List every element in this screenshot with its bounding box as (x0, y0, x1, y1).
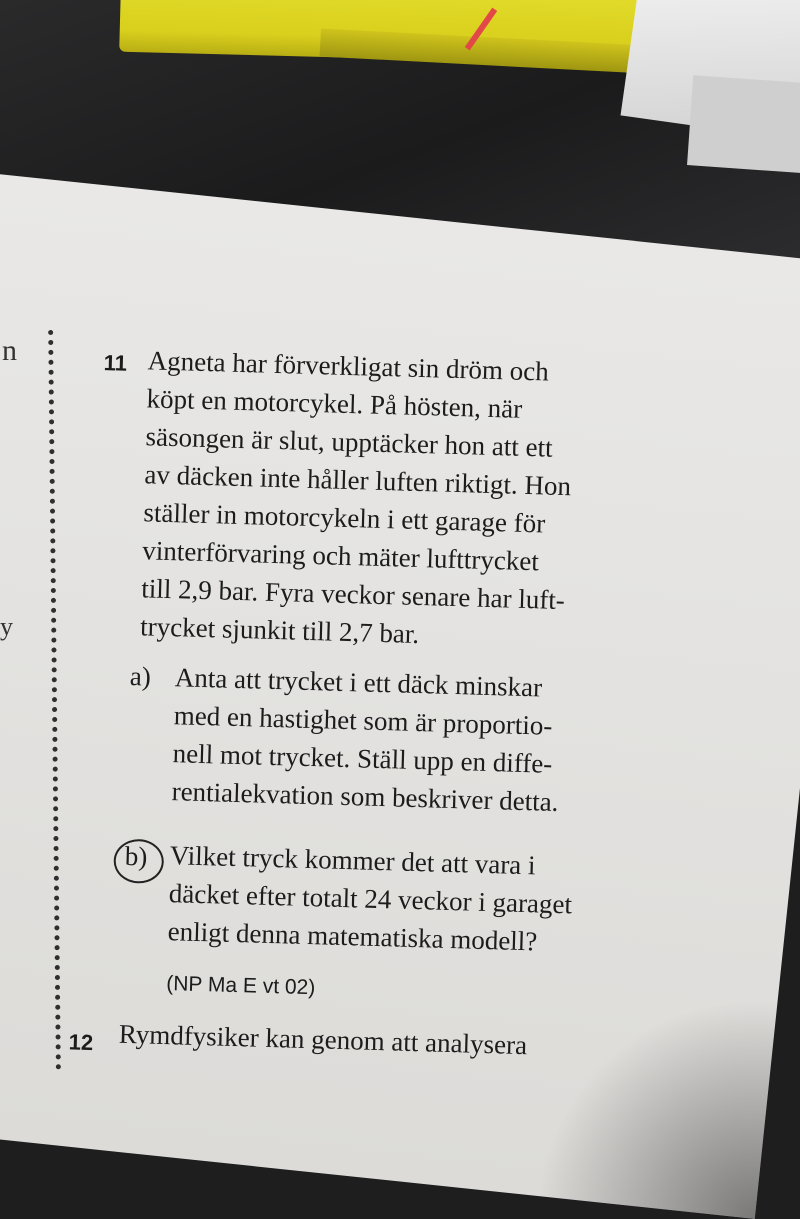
problem-11-line-7: till 2,9 bar. Fyra veckor senare har luft- (140, 573, 566, 616)
problem-11-line-4: av däcken inte håller luften riktigt. Hon (144, 459, 572, 502)
part-a-line-4: rentialekvation som beskriver detta. (171, 776, 559, 817)
problem-11-number: 11 (103, 350, 128, 376)
part-a-line-2: med en hastighet som är proportio- (173, 700, 553, 741)
part-b-label: b) (124, 840, 148, 872)
part-a-line-3: nell mot trycket. Ställ upp en diffe- (172, 738, 553, 779)
part-a-line-1: Anta att trycket i ett däck minskar (174, 662, 543, 703)
part-a-label: a) (129, 660, 152, 692)
margin-letter-mid: y (0, 612, 13, 641)
margin-letter-top: n (2, 334, 17, 367)
problem-11-line-5: ställer in motorcykeln i ett garage för (143, 497, 546, 539)
part-b-line-1: Vilket tryck kommer det att vara i (169, 840, 536, 881)
problem-source: (NP Ma E vt 02) (166, 972, 316, 1000)
problem-11-line-8: trycket sjunkit till 2,7 bar. (139, 611, 420, 650)
part-b-line-3: enligt denna matematiska modell? (167, 916, 538, 957)
problem-11-line-6: vinterförvaring och mäter lufttrycket (142, 535, 540, 577)
problem-12-line-1: Rymdfysiker kan genom att analysera (118, 1018, 528, 1061)
problem-11-line-1: Agneta har förverkligat sin dröm och (147, 345, 550, 387)
problem-12-number: 12 (68, 1029, 94, 1056)
problem-11-line-3: säsongen är slut, upptäcker hon att ett (145, 421, 554, 463)
part-b-line-2: däcket efter totalt 24 veckor i garaget (168, 878, 573, 920)
problem-11-line-2: köpt en motorcykel. På hösten, när (146, 383, 523, 424)
